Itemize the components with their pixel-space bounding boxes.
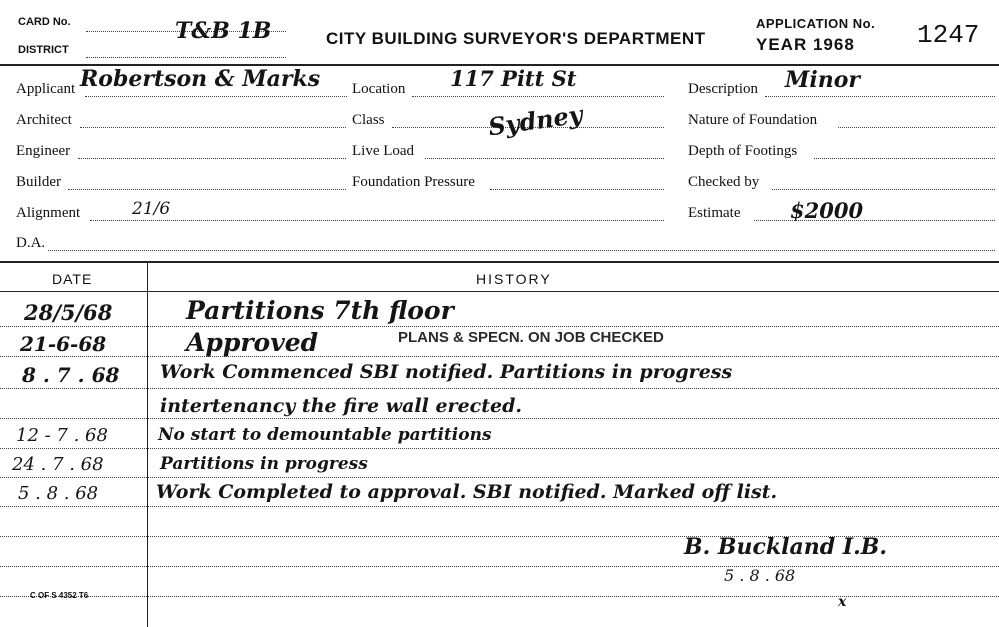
card-no-value: T&B 1B [175, 18, 272, 44]
district-line [86, 57, 286, 58]
depth-of-footings-label: Depth of Footings [688, 143, 798, 159]
date-column-header: DATE [52, 271, 93, 287]
estimate-value: $2000 [790, 198, 864, 223]
inspector-signature: B. Buckland I.B. [684, 534, 887, 560]
plans-checked-stamp: PLANS & SPECN. ON JOB CHECKED [398, 329, 664, 346]
foundation-pressure-line [490, 189, 664, 190]
alignment-label: Alignment [16, 205, 81, 221]
history-entry: Approved [186, 328, 319, 357]
history-date: 21-6-68 [20, 332, 107, 356]
history-entry: intertenancy the fire wall erected. [160, 395, 522, 417]
row-line [0, 566, 999, 567]
row-line [0, 477, 999, 478]
card-no-label: CARD No. [18, 16, 71, 28]
builder-label: Builder [16, 174, 61, 190]
applicant-value: Robertson & Marks [80, 66, 321, 92]
department-title: CITY BUILDING SURVEYOR'S DEPARTMENT [326, 29, 706, 48]
signature-date: 5 . 8 . 68 [724, 566, 796, 585]
alignment-line [90, 220, 664, 221]
builder-line [68, 189, 346, 190]
row-line [0, 356, 999, 357]
table-header-rule [0, 291, 999, 292]
estimate-label: Estimate [688, 205, 741, 221]
engineer-label: Engineer [16, 143, 71, 159]
application-no-label: APPLICATION No. [756, 16, 876, 31]
date-column-divider [147, 263, 148, 627]
checked-by-label: Checked by [688, 174, 760, 190]
row-line [0, 596, 999, 597]
depth-of-footings-line [814, 158, 995, 159]
applicant-line [85, 96, 347, 97]
history-date: 28/5/68 [24, 300, 113, 325]
class-value: Sydney [486, 99, 585, 142]
row-line [0, 388, 999, 389]
da-line [48, 250, 995, 251]
live-load-label: Live Load [352, 143, 415, 159]
description-label: Description [688, 81, 758, 97]
applicant-label: Applicant [16, 81, 76, 97]
history-entry: Work Commenced SBI notified. Partitions in progress [160, 361, 733, 383]
foundation-pressure-label: Foundation Pressure [352, 174, 475, 190]
application-no-value: 1247 [917, 20, 980, 50]
history-entry: Partitions 7th floor [186, 296, 454, 325]
class-label: Class [352, 112, 385, 128]
architect-label: Architect [16, 112, 72, 128]
margin-mark: x [838, 594, 847, 610]
nature-of-foundation-label: Nature of Foundation [688, 112, 818, 128]
alignment-value: 21/6 [132, 199, 171, 219]
engineer-line [78, 158, 346, 159]
da-label: D.A. [16, 235, 46, 251]
row-line [0, 418, 999, 419]
history-entry: No start to demountable partitions [158, 425, 492, 445]
history-date: 5 . 8 . 68 [18, 483, 99, 504]
location-label: Location [352, 81, 406, 97]
nature-of-foundation-line [838, 127, 995, 128]
live-load-line [425, 158, 664, 159]
history-entry: Work Completed to approval. SBI notified. Marked off list. [156, 481, 778, 503]
row-line [0, 506, 999, 507]
row-line [0, 326, 999, 327]
location-value: 117 Pitt St [450, 66, 577, 91]
history-date: 24 . 7 . 68 [12, 454, 104, 475]
history-date: 8 . 7 . 68 [22, 363, 120, 387]
history-date: 12 - 7 . 68 [16, 425, 108, 446]
description-line [765, 96, 995, 97]
year-label: YEAR 1968 [756, 35, 855, 54]
location-line [412, 96, 664, 97]
history-column-header: HISTORY [476, 271, 552, 287]
row-line [0, 448, 999, 449]
form-code: C OF S 4352 T6 [30, 591, 89, 600]
description-value: Minor [785, 67, 860, 93]
checked-by-line [772, 189, 995, 190]
architect-line [80, 127, 346, 128]
fields-bottom-rule [0, 261, 999, 263]
history-entry: Partitions in progress [160, 454, 368, 474]
district-label: DISTRICT [18, 44, 69, 56]
